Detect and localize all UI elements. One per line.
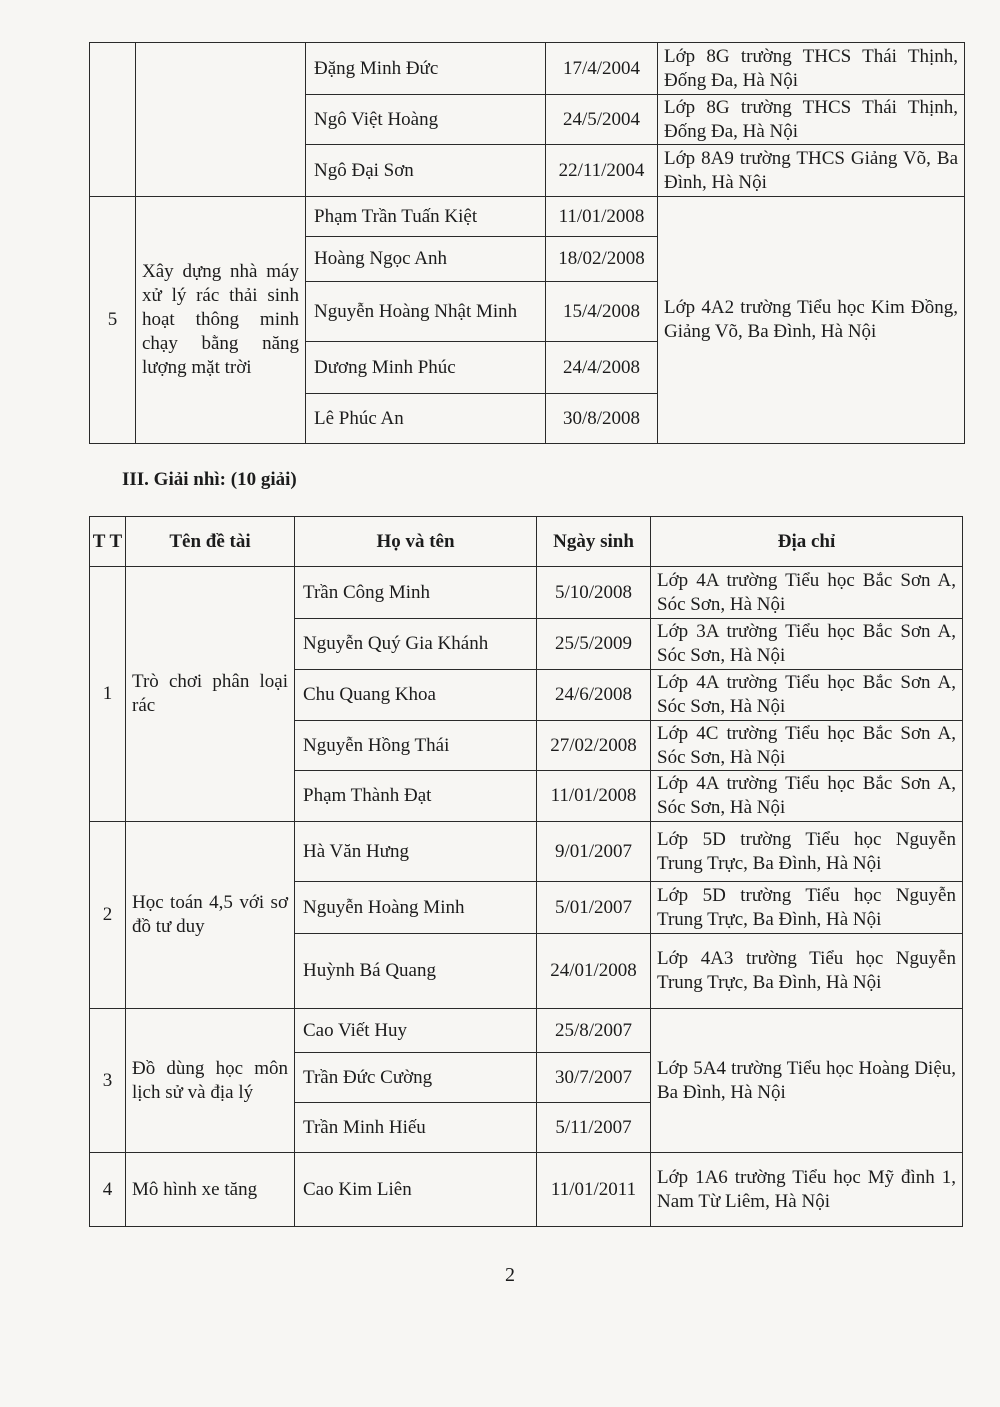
birth-date: 30/7/2007 [537, 1053, 651, 1103]
tt-cell: 4 [90, 1153, 126, 1227]
header-name: Họ và tên [295, 517, 537, 567]
address: Lớp 1A6 trường Tiểu học Mỹ đình 1, Nam Từ Liêm, Hà Nội [651, 1153, 963, 1227]
birth-date: 5/11/2007 [537, 1103, 651, 1153]
birth-date: 11/01/2008 [537, 771, 651, 822]
birth-date: 5/10/2008 [537, 567, 651, 619]
header-dob: Ngày sinh [537, 517, 651, 567]
student-name: Ngô Đại Sơn [306, 145, 546, 197]
student-name: Chu Quang Khoa [295, 670, 537, 721]
topic-cell: Học toán 4,5 với sơ đồ tư duy [126, 822, 295, 1009]
birth-date: 25/8/2007 [537, 1009, 651, 1053]
tt-cell: 5 [90, 197, 136, 444]
birth-date: 15/4/2008 [546, 282, 658, 342]
birth-date: 24/01/2008 [537, 934, 651, 1009]
student-name: Phạm Thành Đạt [295, 771, 537, 822]
student-name: Lê Phúc An [306, 394, 546, 444]
student-name: Nguyễn Hồng Thái [295, 721, 537, 771]
topic-cell [136, 43, 306, 197]
table-row [90, 567, 963, 619]
address: Lớp 8A9 trường THCS Giảng Võ, Ba Đình, Hà Nội [658, 145, 965, 197]
student-name: Phạm Trần Tuấn Kiệt [306, 197, 546, 237]
table-row [90, 1009, 963, 1053]
tt-cell: 1 [90, 567, 126, 822]
birth-date: 22/11/2004 [546, 145, 658, 197]
header-topic: Tên đề tài [126, 517, 295, 567]
topic-cell: Đồ dùng học môn lịch sử và địa lý [126, 1009, 295, 1153]
topic-cell: Xây dựng nhà máy xử lý rác thải sinh hoạt thông minh chạy bằng năng lượng mặt trời [136, 197, 306, 444]
birth-date: 11/01/2008 [546, 197, 658, 237]
topic-cell: Mô hình xe tăng [126, 1153, 295, 1227]
student-name: Cao Viết Huy [295, 1009, 537, 1053]
birth-date: 17/4/2004 [546, 43, 658, 95]
table-header-row [90, 517, 963, 567]
address: Lớp 8G trường THCS Thái Thịnh, Đống Đa, Hà Nội [658, 95, 965, 145]
topic-cell: Trò chơi phân loại rác [126, 567, 295, 822]
tt-cell: 2 [90, 822, 126, 1009]
address: Lớp 5D trường Tiểu học Nguyễn Trung Trực, Ba Đình, Hà Nội [651, 882, 963, 934]
page-number: 2 [505, 1264, 515, 1286]
student-name: Đặng Minh Đức [306, 43, 546, 95]
student-name: Dương Minh Phúc [306, 342, 546, 394]
birth-date: 24/6/2008 [537, 670, 651, 721]
student-name: Nguyễn Hoàng Nhật Minh [306, 282, 546, 342]
birth-date: 30/8/2008 [546, 394, 658, 444]
address: Lớp 4A3 trường Tiểu học Nguyễn Trung Trực, Ba Đình, Hà Nội [651, 934, 963, 1009]
student-name: Hoàng Ngọc Anh [306, 237, 546, 282]
student-name: Huỳnh Bá Quang [295, 934, 537, 1009]
second-prize-table [89, 516, 963, 1227]
student-name: Cao Kim Liên [295, 1153, 537, 1227]
student-name: Hà Văn Hưng [295, 822, 537, 882]
address: Lớp 5A4 trường Tiểu học Hoàng Diệu, Ba Đình, Hà Nội [651, 1009, 963, 1153]
birth-date: 18/02/2008 [546, 237, 658, 282]
birth-date: 27/02/2008 [537, 721, 651, 771]
student-name: Nguyễn Hoàng Minh [295, 882, 537, 934]
tt-cell [90, 43, 136, 197]
section-heading: III. Giải nhì: (10 giải) [122, 469, 297, 490]
birth-date: 25/5/2009 [537, 619, 651, 670]
birth-date: 11/01/2011 [537, 1153, 651, 1227]
address: Lớp 4A trường Tiểu học Bắc Sơn A, Sóc Sơn, Hà Nội [651, 670, 963, 721]
student-name: Nguyễn Quý Gia Khánh [295, 619, 537, 670]
address: Lớp 4A2 trường Tiểu học Kim Đồng, Giảng Võ, Ba Đình, Hà Nội [658, 197, 965, 444]
address: Lớp 4A trường Tiểu học Bắc Sơn A, Sóc Sơn, Hà Nội [651, 771, 963, 822]
student-name: Trần Công Minh [295, 567, 537, 619]
table-row [90, 1153, 963, 1227]
student-name: Trần Đức Cường [295, 1053, 537, 1103]
address: Lớp 4C trường Tiểu học Bắc Sơn A, Sóc Sơn, Hà Nội [651, 721, 963, 771]
header-address: Địa chỉ [651, 517, 963, 567]
address: Lớp 5D trường Tiểu học Nguyễn Trung Trực, Ba Đình, Hà Nội [651, 822, 963, 882]
student-name: Ngô Việt Hoàng [306, 95, 546, 145]
table-row [90, 822, 963, 882]
header-tt: T T [90, 517, 126, 567]
tt-cell: 3 [90, 1009, 126, 1153]
address: Lớp 3A trường Tiểu học Bắc Sơn A, Sóc Sơn, Hà Nội [651, 619, 963, 670]
address: Lớp 8G trường THCS Thái Thịnh, Đống Đa, Hà Nội [658, 43, 965, 95]
birth-date: 24/5/2004 [546, 95, 658, 145]
awards-table-continued [89, 42, 965, 444]
table-row [90, 197, 965, 237]
birth-date: 9/01/2007 [537, 822, 651, 882]
birth-date: 24/4/2008 [546, 342, 658, 394]
table-row [90, 43, 965, 95]
address: Lớp 4A trường Tiểu học Bắc Sơn A, Sóc Sơn, Hà Nội [651, 567, 963, 619]
student-name: Trần Minh Hiếu [295, 1103, 537, 1153]
birth-date: 5/01/2007 [537, 882, 651, 934]
